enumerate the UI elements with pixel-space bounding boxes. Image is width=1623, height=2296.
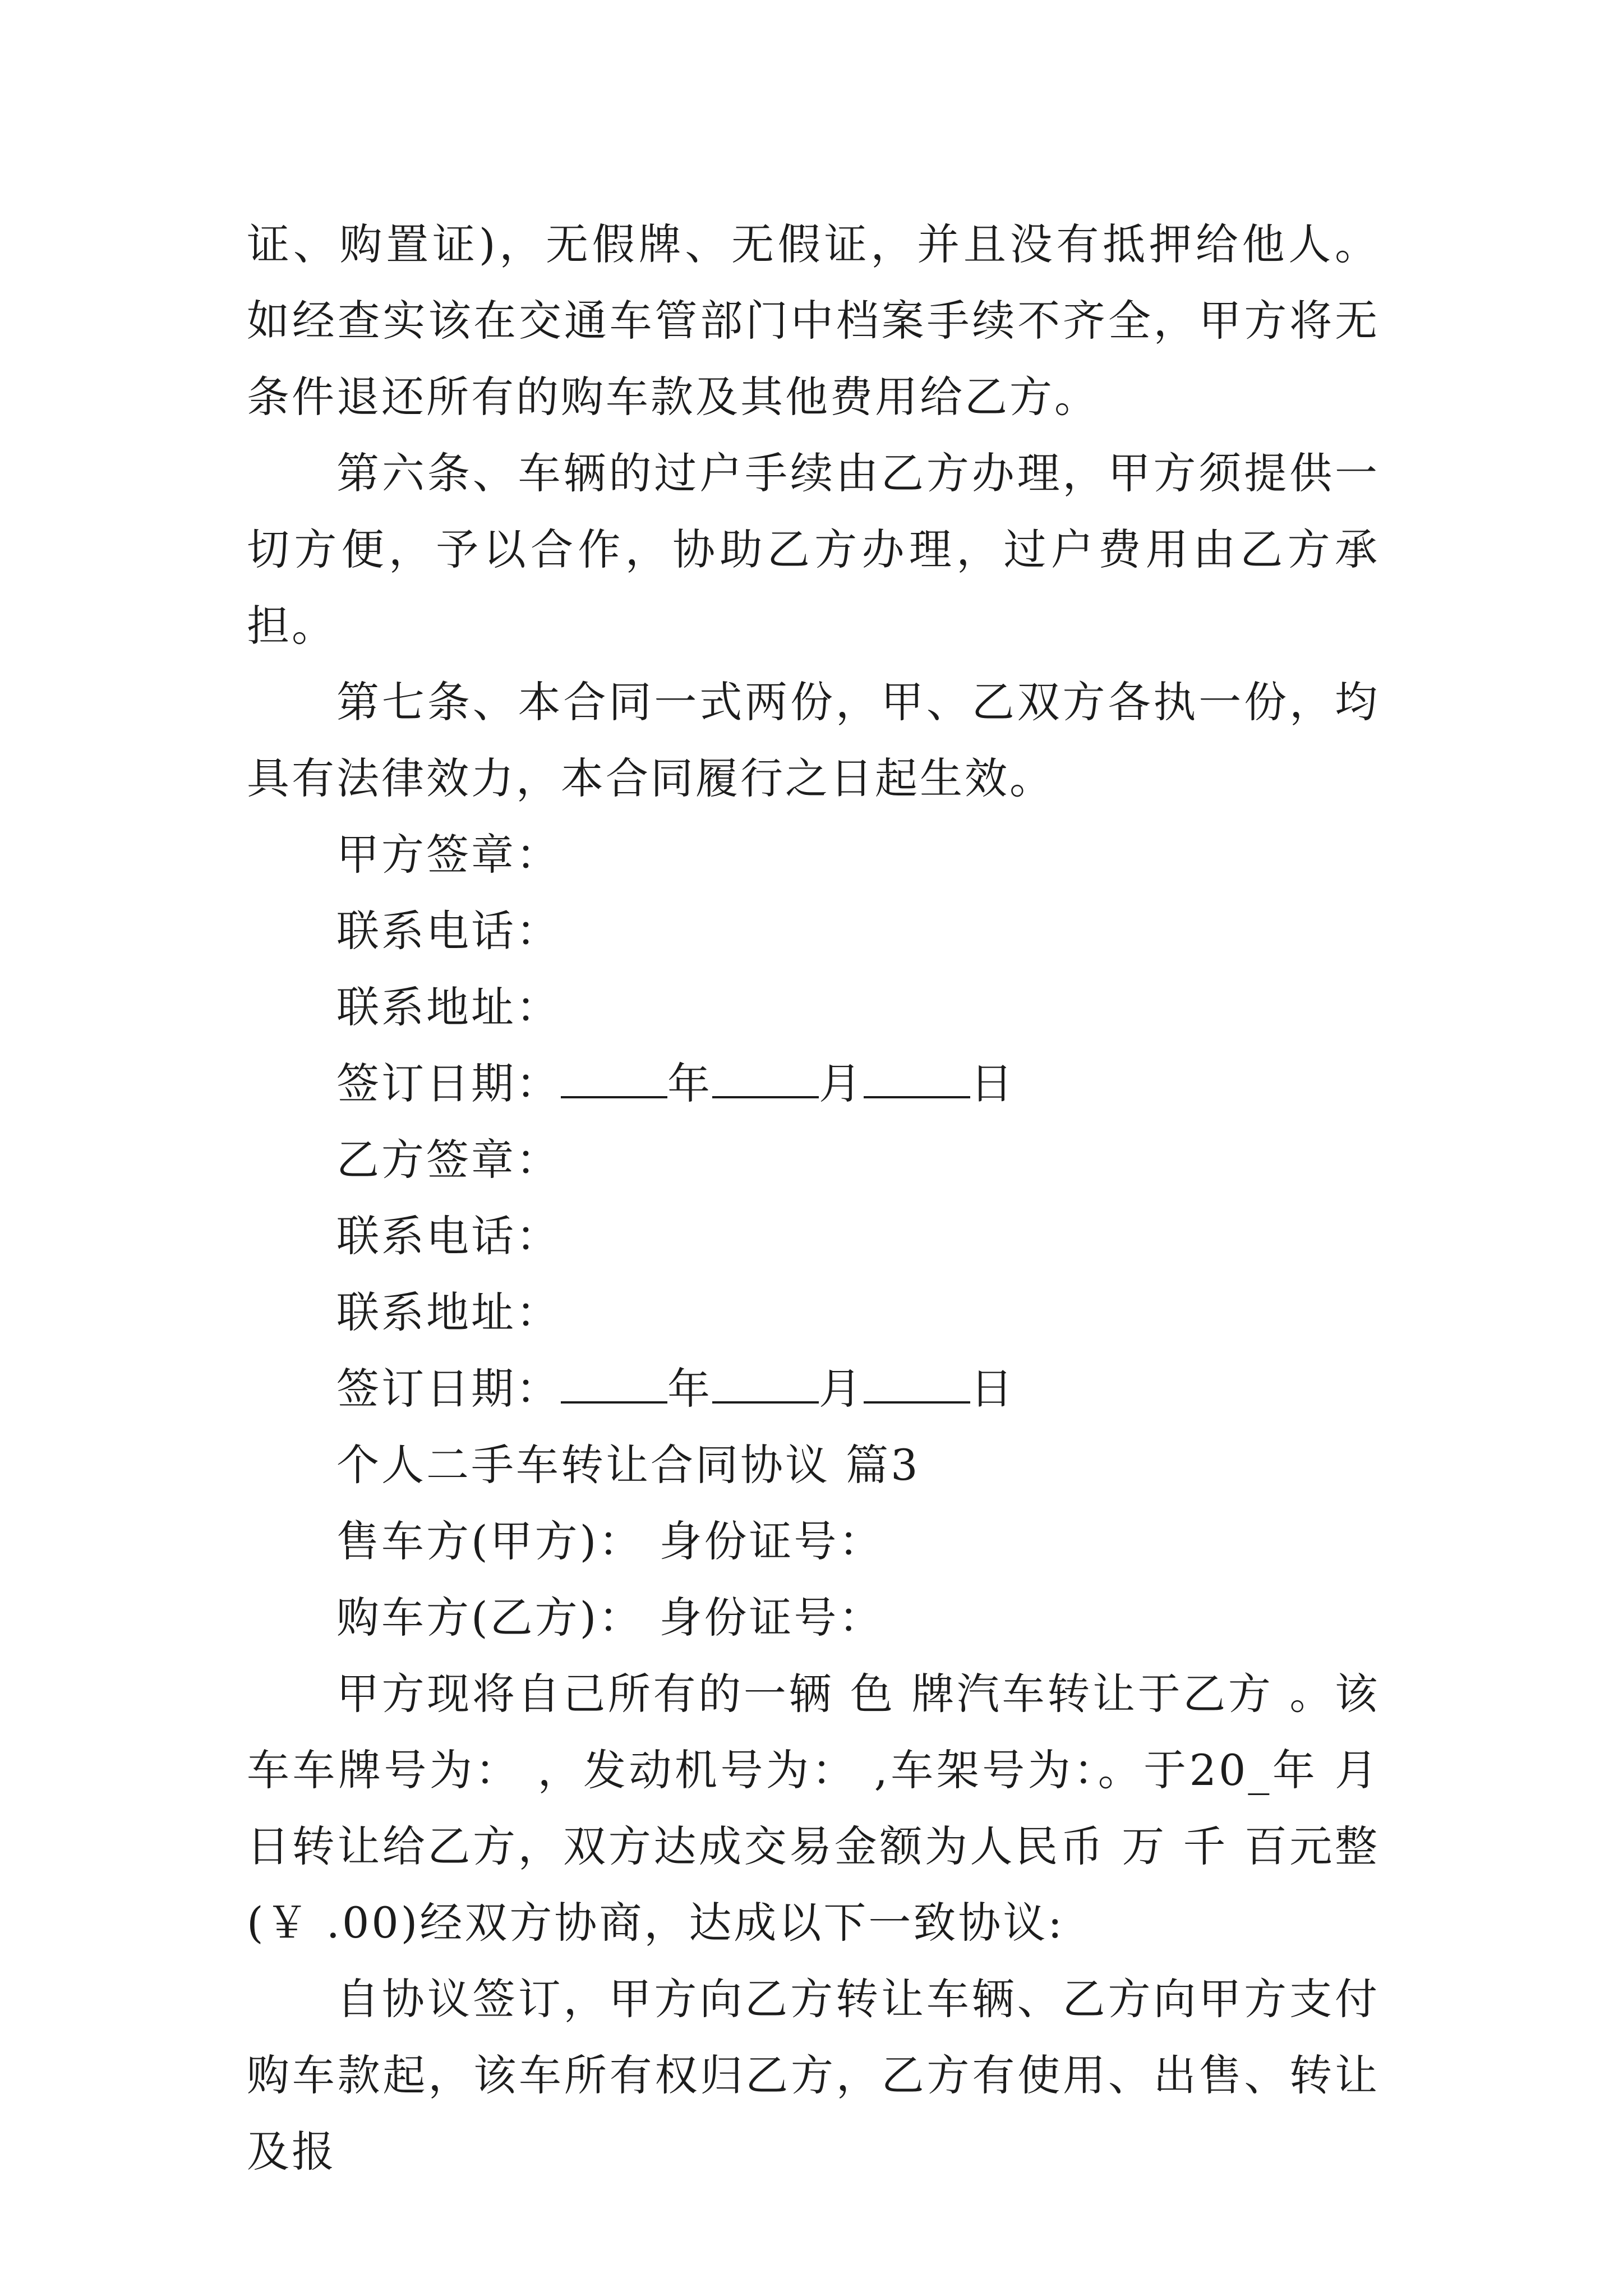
party-b-seal-line [247, 1122, 1380, 1198]
party-a-seal-label: 甲方签章： [336, 830, 561, 880]
party-b-address-label: 联系地址： [336, 1287, 561, 1337]
party-a-phone-label: 联系电话： [336, 906, 561, 956]
month-label: 月 [819, 1059, 864, 1108]
party-a-phone-line [247, 893, 1380, 969]
section-heading: 个人二手车转让合同协议 篇3 [336, 1440, 920, 1490]
document-body [247, 206, 1380, 2190]
day-label: 日 [970, 1364, 1015, 1414]
day-label: 日 [970, 1059, 1015, 1108]
paragraph-article-6: 第六条、车辆的过户手续由乙方办理，甲方须提供一切方便，予以合作，协助乙方办理，过户费用由乙方承担。 [247, 448, 1380, 651]
paragraph-continuation: 证、购置证)，无假牌、无假证，并且没有抵押给他人。如经查实该在交通车管部门中档案手续不齐全，甲方将无条件退还所有的购车款及其他费用给乙方。 [247, 219, 1380, 422]
party-b-phone-line [247, 1198, 1380, 1274]
month-label: 月 [819, 1364, 864, 1414]
paragraph-vehicle-transfer: 甲方现将自己所有的一辆 色 牌汽车转让于乙方 。该车车牌号为： ，发动机号为： ,车架号为：。于20_年 月日转让给乙方，双方达成交易金额为人民币 万 千 百元整(￥ .00)经双方协商，达成以下一致协议: [247, 1669, 1380, 1948]
party-a-date-line [247, 1046, 1380, 1122]
party-a-date-label: 签订日期： [336, 1059, 561, 1108]
paragraph-ownership: 自协议签订，甲方向乙方转让车辆、乙方向甲方支付购车款起，该车所有权归乙方，乙方有使用、出售、转让及报 [247, 1974, 1380, 2177]
party-a-seal-line [247, 817, 1380, 893]
party-b-date-label: 签订日期： [336, 1364, 561, 1414]
day-blank [864, 1062, 970, 1098]
party-a-address-label: 联系地址： [336, 982, 561, 1032]
month-blank [712, 1368, 819, 1404]
year-blank [561, 1368, 667, 1404]
day-blank [864, 1368, 970, 1404]
year-blank [561, 1062, 667, 1098]
party-b-address-line [247, 1274, 1380, 1351]
party-b-seal-label: 乙方签章： [336, 1135, 561, 1185]
year-label: 年 [667, 1059, 712, 1108]
paragraph-article-7: 第七条、本合同一式两份，甲、乙双方各执一份，均具有法律效力，本合同履行之日起生效。 [247, 677, 1380, 803]
buyer-line: 购车方(乙方)： 身份证号： [336, 1593, 884, 1642]
party-b-date-line [247, 1351, 1380, 1427]
year-label: 年 [667, 1364, 712, 1414]
seller-line: 售车方(甲方)： 身份证号： [336, 1516, 884, 1566]
party-b-phone-label: 联系电话： [336, 1211, 561, 1261]
month-blank [712, 1062, 819, 1098]
party-a-address-line [247, 969, 1380, 1046]
